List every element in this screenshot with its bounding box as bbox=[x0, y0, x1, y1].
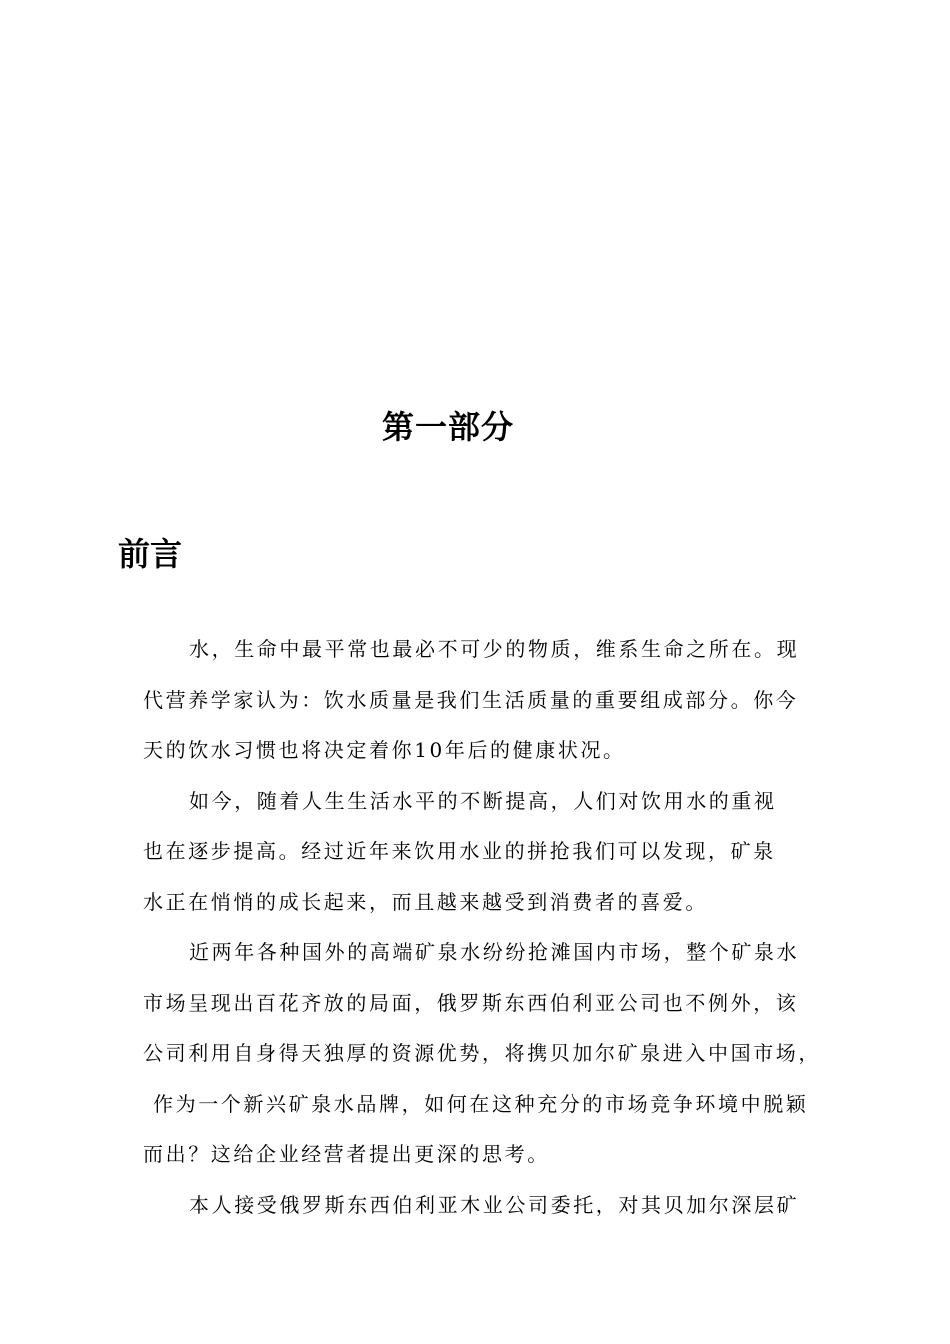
paragraph-1 bbox=[143, 628, 823, 780]
paragraph-2 bbox=[143, 780, 823, 932]
section-title: 前言 bbox=[118, 535, 183, 573]
paragraph-line: 本人接受俄罗斯东西伯利亚木业公司委托，对其贝加尔深层矿 bbox=[189, 1192, 800, 1217]
part-title: 第一部分 bbox=[381, 408, 514, 446]
paragraph-line: 近两年各种国外的高端矿泉水纷纷抢滩国内市场，整个矿泉水 bbox=[189, 940, 800, 964]
paragraph-line: 公司利用自身得天独厚的资源优势，将携贝加尔矿泉进入中国市场， bbox=[143, 1041, 821, 1065]
paragraph-line: 水，生命中最平常也最必不可少的物质，维系生命之所在。现 bbox=[189, 637, 800, 661]
paragraph-3 bbox=[143, 931, 823, 1184]
paragraph-line: 如今，随着人生生活水平的不断提高，人们对饮用水的重视 bbox=[189, 788, 777, 813]
paragraph-line: 而出？这给企业经营者提出更深的思考。 bbox=[143, 1142, 550, 1166]
paragraph-line: 代营养学家认为：饮水质量是我们生活质量的重要组成部分。你今 bbox=[143, 687, 799, 712]
paragraph-line: 天的饮水习惯也将决定着你10年后的健康状况。 bbox=[143, 738, 626, 762]
paragraph-line: 作为一个新兴矿泉水品牌，如何在这种充分的市场竞争环境中脱颖 bbox=[153, 1091, 809, 1116]
paragraph-4 bbox=[143, 1184, 823, 1235]
paragraph-line: 市场呈现出百花齐放的局面，俄罗斯东西伯利亚公司也不例外，该 bbox=[143, 990, 799, 1015]
body-text bbox=[143, 628, 823, 1234]
paragraph-line: 水正在悄悄的成长起来，而且越来越受到消费者的喜爱。 bbox=[143, 889, 708, 914]
paragraph-line: 也在逐步提高。经过近年来饮用水业的拼抢我们可以发现，矿泉 bbox=[143, 839, 776, 863]
